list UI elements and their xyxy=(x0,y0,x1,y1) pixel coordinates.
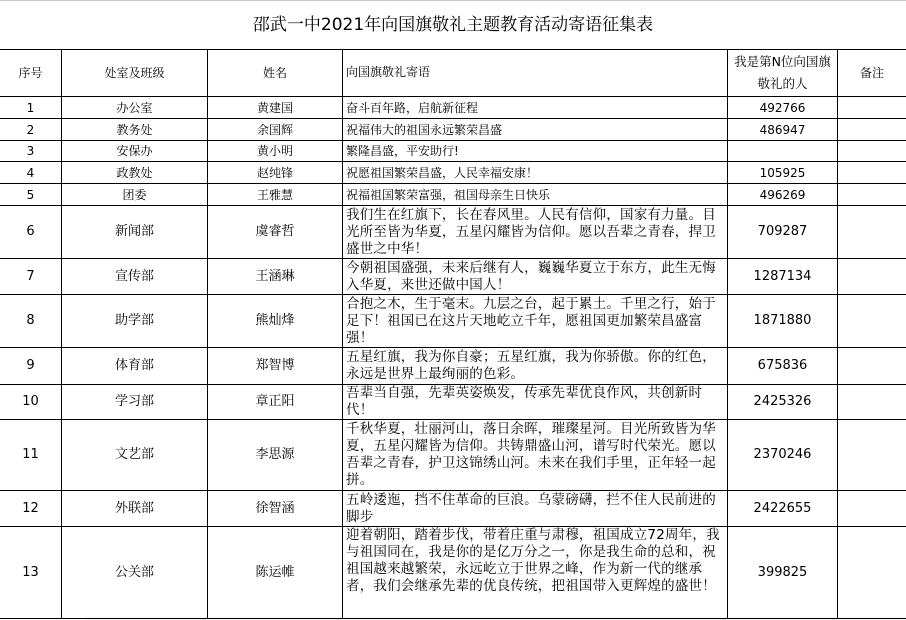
cell-index[interactable]: 6 xyxy=(0,206,62,259)
cell-rank[interactable]: 2425326 xyxy=(728,385,838,420)
cell-message[interactable]: 奋斗百年路，启航新征程 xyxy=(343,97,728,119)
cell-index[interactable]: 7 xyxy=(0,259,62,295)
cell-note[interactable] xyxy=(838,385,906,420)
scroll-edge-shadow xyxy=(85,616,906,620)
cell-rank[interactable]: 492766 xyxy=(728,97,838,119)
cell-index[interactable]: 4 xyxy=(0,162,62,184)
cell-dept[interactable]: 外联部 xyxy=(62,491,208,527)
cell-message[interactable]: 迎着朝阳，踏着步伐，带着庄重与肃穆，祖国成立72周年，我与祖国同在，我是你的是亿万分之一，你是我生命的总和，祝祖国越来越繁荣，永远屹立于世界之峰，作为新一代的继承者，我们会继承先辈的优良传统，把祖国带入更辉煌的盛世！ xyxy=(343,527,728,619)
cell-index[interactable]: 11 xyxy=(0,420,62,491)
cell-rank[interactable]: 486947 xyxy=(728,119,838,141)
cell-message[interactable]: 祝福伟大的祖国永远繁荣昌盛 xyxy=(343,119,728,141)
cell-index[interactable]: 12 xyxy=(0,491,62,527)
cell-message[interactable]: 祝愿祖国繁荣昌盛，人民幸福安康！ xyxy=(343,162,728,184)
cell-dept[interactable]: 助学部 xyxy=(62,295,208,348)
cell-dept[interactable]: 办公室 xyxy=(62,97,208,119)
cell-dept[interactable]: 体育部 xyxy=(62,348,208,385)
cell-rank[interactable]: 2422655 xyxy=(728,491,838,527)
cell-name[interactable]: 陈运帷 xyxy=(208,527,343,619)
cell-note[interactable] xyxy=(838,420,906,491)
cell-message[interactable]: 今朝祖国盛强，未来后继有人，巍巍华夏立于东方，此生无悔入华夏，来世还做中国人！ xyxy=(343,259,728,295)
table-row xyxy=(0,184,906,206)
cell-message[interactable]: 五岭逶迤，挡不住革命的巨浪。乌蒙磅礴，拦不住人民前进的脚步 xyxy=(343,491,728,527)
cell-message[interactable]: 千秋华夏，壮丽河山，落日余晖，璀璨星河。目光所致皆为华夏，五星闪耀皆为信仰。共铸鼎盛山河，谱写时代荣光。愿以吾辈之青春，护卫这锦绣山河。未来在我们手里，正年轻一起拼。 xyxy=(343,420,728,491)
cell-rank[interactable]: 1287134 xyxy=(728,259,838,295)
table-row xyxy=(0,259,906,295)
cell-index[interactable]: 10 xyxy=(0,385,62,420)
cell-dept[interactable]: 政教处 xyxy=(62,162,208,184)
cell-dept[interactable]: 教务处 xyxy=(62,119,208,141)
cell-rank[interactable]: 709287 xyxy=(728,206,838,259)
cell-rank[interactable]: 1871880 xyxy=(728,295,838,348)
cell-note[interactable] xyxy=(838,527,906,619)
cell-name[interactable]: 熊灿烽 xyxy=(208,295,343,348)
cell-message[interactable]: 吾辈当自强，先辈英姿焕发，传承先辈优良作风，共创新时代！ xyxy=(343,385,728,420)
header-note[interactable]: 备注 xyxy=(838,50,906,97)
cell-index[interactable]: 1 xyxy=(0,97,62,119)
cell-name[interactable]: 徐智涵 xyxy=(208,491,343,527)
table-row xyxy=(0,527,906,619)
table-row xyxy=(0,162,906,184)
table-row xyxy=(0,420,906,491)
cell-name[interactable]: 王涵琳 xyxy=(208,259,343,295)
cell-rank[interactable] xyxy=(728,141,838,162)
cell-index[interactable]: 5 xyxy=(0,184,62,206)
cell-message[interactable]: 祝福祖国繁荣富强，祖国母亲生日快乐 xyxy=(343,184,728,206)
cell-name[interactable]: 章正阳 xyxy=(208,385,343,420)
cell-dept[interactable]: 安保办 xyxy=(62,141,208,162)
header-message[interactable]: 向国旗敬礼寄语 xyxy=(343,50,728,97)
cell-note[interactable] xyxy=(838,206,906,259)
cell-name[interactable]: 余国辉 xyxy=(208,119,343,141)
cell-index[interactable]: 2 xyxy=(0,119,62,141)
cell-index[interactable]: 8 xyxy=(0,295,62,348)
table-row xyxy=(0,491,906,527)
cell-name[interactable]: 郑智博 xyxy=(208,348,343,385)
table-row xyxy=(0,295,906,348)
cell-dept[interactable]: 文艺部 xyxy=(62,420,208,491)
cell-note[interactable] xyxy=(838,184,906,206)
cell-rank[interactable]: 105925 xyxy=(728,162,838,184)
cell-note[interactable] xyxy=(838,348,906,385)
cell-dept[interactable]: 宣传部 xyxy=(62,259,208,295)
cell-rank[interactable]: 2370246 xyxy=(728,420,838,491)
cell-dept[interactable]: 新闻部 xyxy=(62,206,208,259)
cell-note[interactable] xyxy=(838,259,906,295)
cell-name[interactable]: 黄建国 xyxy=(208,97,343,119)
cell-rank[interactable]: 675836 xyxy=(728,348,838,385)
header-row xyxy=(0,50,906,97)
cell-name[interactable]: 黄小明 xyxy=(208,141,343,162)
header-rank[interactable]: 我是第N位向国旗敬礼的人 xyxy=(728,50,838,97)
cell-index[interactable]: 9 xyxy=(0,348,62,385)
cell-name[interactable]: 王雅慧 xyxy=(208,184,343,206)
cell-message[interactable]: 我们生在红旗下，长在春风里。人民有信仰，国家有力量。目光所至皆为华夏，五星闪耀皆为信仰。愿以吾辈之青春，捍卫盛世之中华！ xyxy=(343,206,728,259)
table-row xyxy=(0,206,906,259)
cell-name[interactable]: 虞睿哲 xyxy=(208,206,343,259)
table-row xyxy=(0,119,906,141)
header-dept[interactable]: 处室及班级 xyxy=(62,50,208,97)
cell-message[interactable]: 合抱之木，生于毫末。九层之台，起于累土。千里之行，始于足下！祖国已在这片天地屹立千年，愿祖国更加繁荣昌盛富强！ xyxy=(343,295,728,348)
cell-note[interactable] xyxy=(838,119,906,141)
cell-note[interactable] xyxy=(838,97,906,119)
cell-note[interactable] xyxy=(838,141,906,162)
cell-name[interactable]: 李思源 xyxy=(208,420,343,491)
cell-note[interactable] xyxy=(838,295,906,348)
cell-index[interactable]: 13 xyxy=(0,527,62,619)
table-row xyxy=(0,385,906,420)
cell-index[interactable]: 3 xyxy=(0,141,62,162)
cell-rank[interactable]: 399825 xyxy=(728,527,838,619)
cell-dept[interactable]: 公关部 xyxy=(62,527,208,619)
cell-name[interactable]: 赵纯锋 xyxy=(208,162,343,184)
cell-note[interactable] xyxy=(838,491,906,527)
cell-rank[interactable]: 496269 xyxy=(728,184,838,206)
cell-dept[interactable]: 团委 xyxy=(62,184,208,206)
cell-dept[interactable]: 学习部 xyxy=(62,385,208,420)
cell-note[interactable] xyxy=(838,162,906,184)
header-index[interactable]: 序号 xyxy=(0,50,62,97)
table-row xyxy=(0,141,906,162)
title-row xyxy=(0,1,906,50)
cell-message[interactable]: 五星红旗，我为你自豪；五星红旗，我为你骄傲。你的红色，永远是世界上最绚丽的色彩。 xyxy=(343,348,728,385)
table-row xyxy=(0,348,906,385)
sheet-title[interactable]: 邵武一中2021年向国旗敬礼主题教育活动寄语征集表 xyxy=(0,1,906,50)
header-name[interactable]: 姓名 xyxy=(208,50,343,97)
table-row xyxy=(0,97,906,119)
cell-message[interactable]: 繁隆昌盛，平安助行! xyxy=(343,141,728,162)
